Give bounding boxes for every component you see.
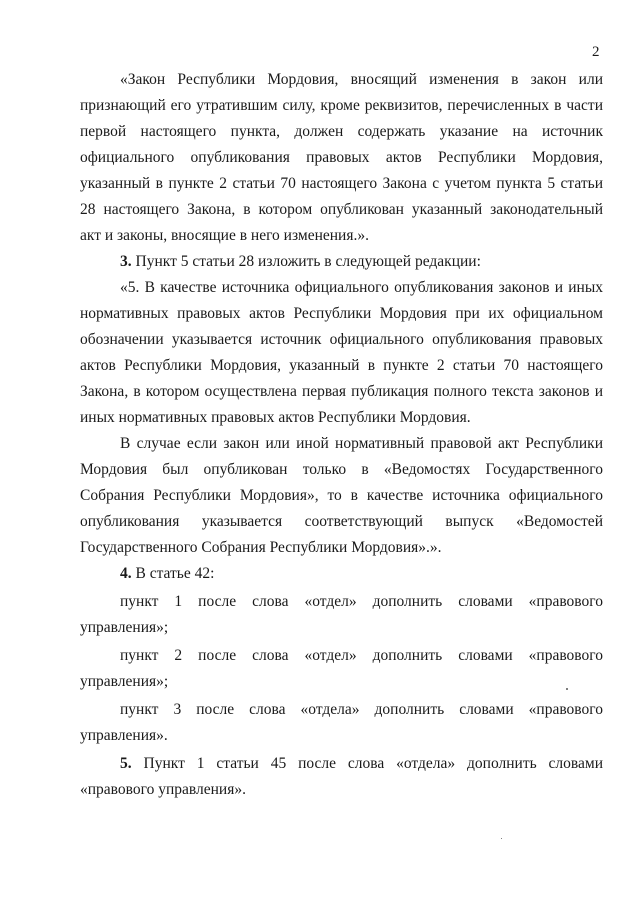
text-line: управления»; <box>80 619 169 636</box>
page-number: 2 <box>592 44 600 60</box>
text-line: официального опубликования правовых актов Республики Мордовия, <box>80 149 603 166</box>
text-line: пункт 2 после слова «отдел» дополнить словами «правового <box>120 647 603 664</box>
text-line: «Закон Республики Мордовия, вносящий изменения в закон или <box>120 71 603 88</box>
text-line: В статье 42: <box>135 565 215 582</box>
item-number: 3. <box>120 253 132 270</box>
text-line: пункт 3 после слова «отдела» дополнить словами «правового <box>120 701 603 718</box>
item-number: 4. <box>120 565 132 582</box>
text-line: «правового управления». <box>80 781 246 798</box>
text-line: указанный в пункте 2 статьи 70 настоящего Закона с учетом пункта 5 статьи <box>80 175 603 192</box>
text-line: Собрания Республики Мордовия», то в качестве источника официального <box>80 487 603 504</box>
text-line: признающий его утратившим силу, кроме реквизитов, перечисленных в части <box>80 97 603 114</box>
text-line: первой настоящего пункта, должен содержать указание на источник <box>80 123 603 140</box>
item-5-heading <box>120 754 603 774</box>
item-number: 5. <box>120 755 132 772</box>
text-line: Мордовия был опубликован только в «Ведомостях Государственного <box>80 461 603 478</box>
text-line: акт и законы, вносящие в него изменения.». <box>80 227 369 244</box>
text-line: Пункт 1 статьи 45 после слова «отдела» дополнить словами <box>143 755 604 772</box>
text-line: Государственного Собрания Республики Мордовия».». <box>80 539 442 556</box>
text-line: опубликования указывается соответствующий выпуск «Ведомостей <box>80 513 603 530</box>
item-3-heading <box>120 252 603 272</box>
scan-speck <box>566 688 568 690</box>
text-line: «5. В качестве источника официального опубликования законов и иных <box>120 279 603 296</box>
text-line: В случае если закон или иной нормативный правовой акт Республики <box>120 435 603 452</box>
text-line: актов Республики Мордовия, указанный в пункте 2 статьи 70 настоящего <box>80 357 603 374</box>
text-line: Закона, в котором осуществлена первая публикация полного текста законов и <box>80 383 603 400</box>
text-line: обозначении указывается источник официального опубликования правовых <box>80 331 603 348</box>
item-4-heading <box>120 564 603 584</box>
text-line: иных нормативных правовых актов Республики Мордовия. <box>80 409 471 426</box>
text-line: Пункт 5 статьи 28 изложить в следующей редакции: <box>135 253 481 270</box>
text-line: управления»; <box>80 673 169 690</box>
text-line: 28 настоящего Закона, в котором опубликован указанный законодательный <box>80 201 603 218</box>
scan-speck <box>501 838 502 839</box>
text-line: управления». <box>80 727 168 744</box>
text-line: пункт 1 после слова «отдел» дополнить словами «правового <box>120 593 603 610</box>
text-line: нормативных правовых актов Республики Мордовия при их официальном <box>80 305 603 322</box>
